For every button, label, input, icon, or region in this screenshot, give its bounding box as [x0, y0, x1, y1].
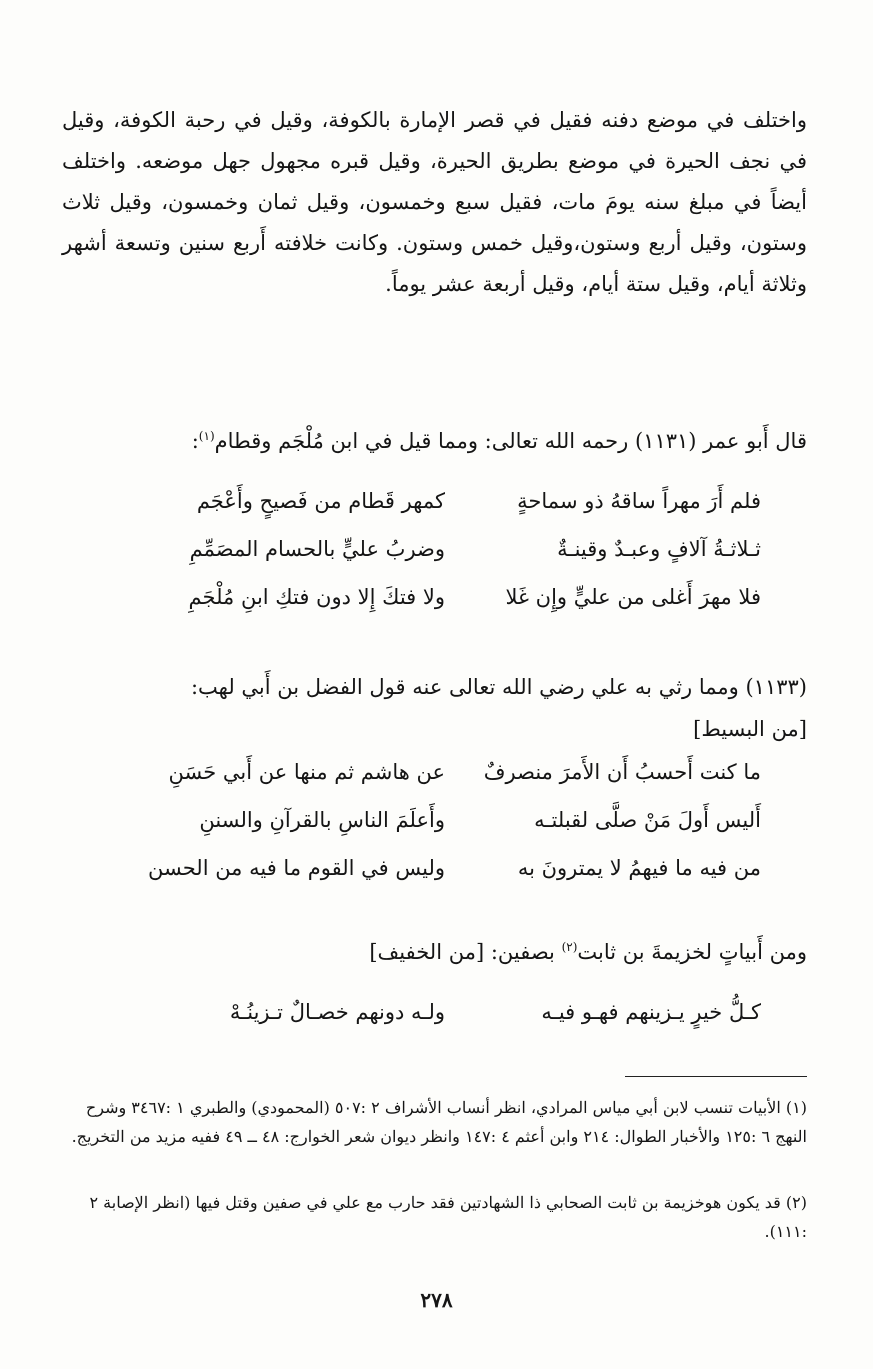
verse-row	[100, 856, 761, 896]
intro-poem-3: ومن أَبياتٍ لخزيمةَ بن ثابت$^{(٢)}$ بصفين: [من الخفيف]	[369, 940, 807, 964]
hemistich-second: ولا فتكَ إِلا دون فتكِ ابنِ مُلْجَمِ	[188, 585, 445, 609]
verse-row	[100, 585, 761, 625]
verse-row	[100, 537, 761, 577]
verse-row	[100, 760, 761, 800]
hemistich-first: من فيه ما فيهمُ لا يمترونَ به	[517, 856, 761, 880]
page-number: ٢٧٨	[420, 1288, 453, 1312]
hemistich-second: وضربُ عليٍّ بالحسام المصَمِّمِ	[189, 537, 445, 561]
footnote-separator	[625, 1076, 807, 1077]
footnote-ref-2: (٢)	[561, 940, 578, 954]
footnote-2: (٢) قد يكون هوخزيمة بن ثابت الصحابي ذا الشهادتين فقد حارب مع علي في صفين وقتل فيها (انظر الإصابة ٢ :١١١).	[89, 1193, 807, 1241]
hemistich-first: كـلُّ خيرٍ يـزينهم فهـو فيـه	[541, 1000, 761, 1024]
hemistich-first: ثـلاثـةُ آلافٍ وعبـدٌ وقينـةٌ	[557, 537, 761, 561]
footnote-1: (١) الأبيات تنسب لابن أبي مياس المرادي، انظر أنساب الأشراف ٢ :٥٠٧ (المحمودي) والطبري ١ :٣٤٦٧ وشرح النهج ٦ :١٢٥ والأخبار الطوال: ٢١٤ وابن أعثم ٤ :١٤٧ وانظر ديوان شعر الخوارج: ٤٨ ــ ٤٩ ففيه مزيد من التخريج.	[71, 1098, 807, 1146]
hemistich-first: فلم أَرَ مهراً ساقهُ ذو سماحةٍ	[517, 489, 761, 513]
intro-poem-2: (١١٣٣) ومما رثي به علي رضي الله تعالى عنه قول الفضل بن أَبي لهب:	[190, 675, 807, 699]
hemistich-first: أَليس أَولَ مَنْ صلَّى لقبلتـه	[534, 808, 761, 832]
hemistich-second: كمهر قَطام من فَصيحٍ وأَعْجَم	[196, 489, 445, 513]
intro-poem-1: قال أَبو عمر (١١٣١) رحمه الله تعالى: ومما قيل في ابن مُلْجَم وقطام$^{(١)}$:	[191, 429, 807, 453]
hemistich-second: ولـه دونهم خصـالٌ تـزينُـهْ	[229, 1000, 445, 1024]
footnote-ref-1: (١)	[198, 429, 215, 443]
hemistich-first: فلا مهرَ أَغلى من عليٍّ وإِن غَلا	[505, 585, 761, 609]
paragraph-burial-and-age: واختلف في موضع دفنه فقيل في قصر الإمارة بالكوفة، وقيل في رحبة الكوفة، وقيل في نجف الحيرة في موضع بطريق الحيرة، وقيل قبره مجهول جهل موضعه. واختلف أيضاً في مبلغ سنه يومَ مات، فقيل سبع وخمسون، وقيل ثمان وخمسون، وقيل ثلاث وستون، وقيل أربع وستون،وقيل خمس وستون. وكانت خلافته أَربع سنين وتسعة أشهر وثلاثة أيام، وقيل ستة أيام، وقيل أربعة عشر يوماً.	[62, 108, 807, 296]
meter-label: [من البسيط]	[693, 717, 807, 741]
verse-row	[100, 808, 761, 848]
hemistich-first: ما كنت أَحسبُ أَن الأَمرَ منصرفٌ	[483, 760, 761, 784]
verse-row	[100, 1000, 761, 1040]
hemistich-second: عن هاشم ثم منها عن أَبي حَسَنِ	[168, 760, 445, 784]
hemistich-second: وليس في القوم ما فيه من الحسن	[148, 856, 445, 880]
hemistich-second: وأَعلَمَ الناسِ بالقرآنِ والسننِ	[199, 808, 445, 832]
verse-row	[100, 489, 761, 529]
